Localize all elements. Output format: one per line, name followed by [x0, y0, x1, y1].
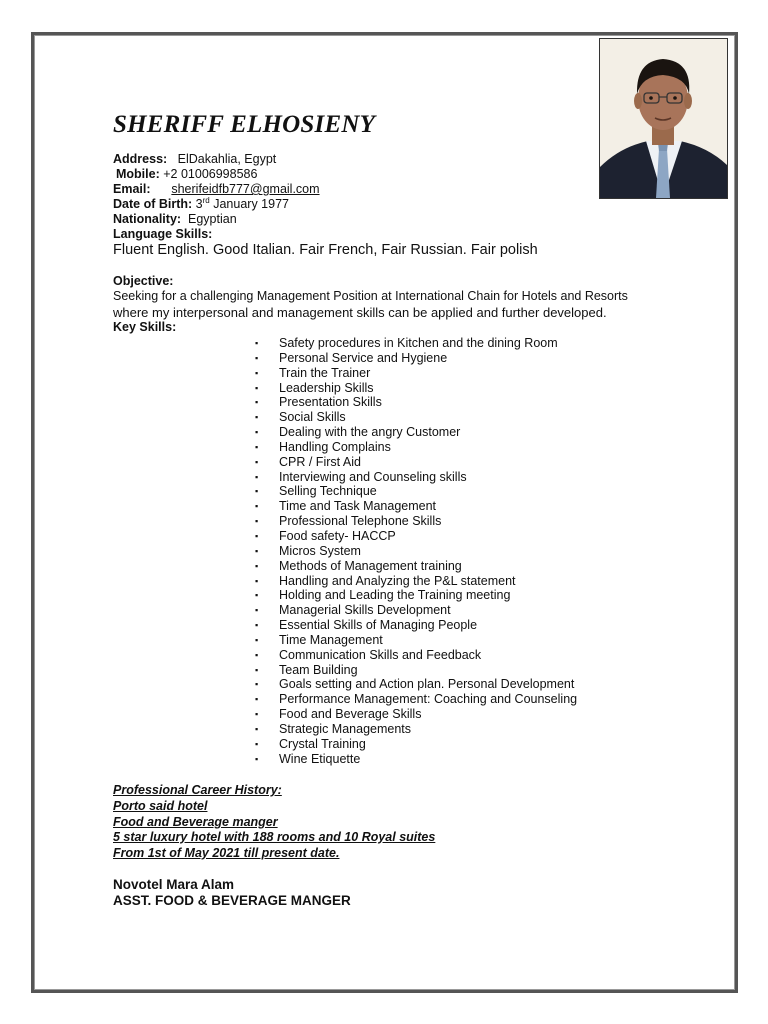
mobile-label: Mobile:	[116, 167, 160, 181]
skill-text: Interviewing and Counseling skills	[279, 469, 467, 484]
skill-text: Food safety- HACCP	[279, 528, 396, 543]
bullet-icon: ▪	[255, 382, 259, 393]
language-label: Language Skills:	[113, 227, 213, 241]
skill-item	[255, 455, 577, 470]
skill-text: Selling Technique	[279, 484, 377, 499]
bullet-icon: ▪	[255, 352, 259, 363]
email-row	[113, 182, 320, 196]
career-heading: Professional Career History:	[113, 783, 282, 797]
skill-text: Presentation Skills	[279, 395, 382, 410]
bullet-icon: ▪	[255, 634, 259, 645]
skill-item	[255, 603, 577, 618]
bullet-icon: ▪	[255, 367, 259, 378]
skill-item	[255, 425, 577, 440]
skill-text: Time and Task Management	[279, 499, 437, 514]
bullet-icon: ▪	[255, 679, 259, 690]
skill-item	[255, 484, 577, 499]
skill-item	[255, 440, 577, 455]
career-hotel: Porto said hotel	[113, 799, 208, 813]
skill-text: Holding and Leading the Training meeting	[279, 588, 511, 603]
skill-text: Time Management	[279, 632, 383, 647]
skill-item	[255, 692, 577, 707]
profile-photo	[599, 38, 728, 199]
skill-text: Team Building	[279, 662, 358, 677]
skill-item	[255, 618, 577, 633]
bullet-icon: ▪	[255, 516, 259, 527]
skill-item	[255, 663, 577, 678]
email-label: Email:	[113, 182, 151, 196]
skill-item	[255, 544, 577, 559]
skill-text: Handling Complains	[279, 439, 391, 454]
skill-item	[255, 395, 577, 410]
career-description: 5 star luxury hotel with 188 rooms and 10 Royal suites	[113, 830, 436, 844]
nationality-label: Nationality:	[113, 212, 182, 226]
skill-item	[255, 366, 577, 381]
bullet-icon: ▪	[255, 590, 259, 601]
dob-row	[113, 197, 289, 211]
skill-text: Performance Management: Coaching and Counseling	[279, 692, 578, 707]
bullet-icon: ▪	[255, 530, 259, 541]
applicant-name: SHERIFF ELHOSIENY	[113, 111, 376, 138]
language-skills: Fluent English. Good Italian. Fair French, Fair Russian. Fair polish	[113, 242, 538, 258]
nationality-value: Egyptian	[188, 212, 237, 226]
address-row	[113, 152, 276, 166]
skill-text: Professional Telephone Skills	[279, 514, 442, 529]
skill-text: Safety procedures in Kitchen and the dining Room	[279, 336, 558, 350]
bullet-icon: ▪	[255, 649, 259, 660]
objective-line-2: where my interpersonal and management skills can be applied and further developed.	[113, 305, 607, 320]
skill-text: Train the Trainer	[279, 365, 371, 380]
bullet-icon: ▪	[255, 441, 259, 452]
bullet-icon: ▪	[255, 397, 259, 408]
skill-text: Food and Beverage Skills	[279, 707, 422, 722]
bullet-icon: ▪	[255, 664, 259, 675]
career-period: From 1st of May 2021 till present date.	[113, 846, 340, 860]
skill-text: Crystal Training	[279, 736, 366, 751]
bullet-icon: ▪	[255, 456, 259, 467]
skills-list	[255, 336, 577, 766]
skill-text: Managerial Skills Development	[279, 603, 451, 618]
skill-text: Leadership Skills	[279, 380, 374, 395]
skill-text: Personal Service and Hygiene	[279, 350, 448, 365]
bullet-icon: ▪	[255, 560, 259, 571]
address-label: Address:	[113, 152, 168, 166]
bullet-icon: ▪	[255, 545, 259, 556]
skill-item	[255, 737, 577, 752]
skill-text: Wine Etiquette	[279, 751, 361, 766]
dob-value: January 1977	[213, 197, 289, 211]
bullet-icon: ▪	[255, 575, 259, 586]
next-hotel: Novotel Mara Alam	[113, 877, 235, 892]
mobile-value: +2 01006998586	[163, 167, 258, 181]
email-link[interactable]: sherifeidfb777@gmail.com	[171, 182, 320, 196]
skill-text: Micros System	[279, 543, 361, 558]
mobile-row	[116, 167, 257, 181]
skill-item	[255, 722, 577, 737]
bullet-icon: ▪	[255, 753, 259, 764]
skill-item	[255, 529, 577, 544]
objective-label: Objective:	[113, 274, 174, 288]
skill-item	[255, 351, 577, 366]
bullet-icon: ▪	[255, 694, 259, 705]
skill-text: Strategic Managements	[279, 721, 412, 736]
bullet-icon: ▪	[255, 723, 259, 734]
skill-text: Handling and Analyzing the P&L statement	[279, 573, 516, 588]
skill-item	[255, 410, 577, 425]
objective-line-1: Seeking for a challenging Management Position at International Chain for Hotels and Resorts	[113, 289, 628, 303]
skill-item	[255, 677, 577, 692]
skill-text: Goals setting and Action plan. Personal Development	[279, 677, 575, 692]
address-value: ElDakahlia, Egypt	[177, 152, 277, 166]
bullet-icon: ▪	[255, 605, 259, 616]
skill-item	[255, 588, 577, 603]
skill-item	[255, 633, 577, 648]
skill-text: Social Skills	[279, 410, 346, 425]
skill-item	[255, 752, 577, 767]
skill-item	[255, 514, 577, 529]
skill-item	[255, 336, 577, 351]
bullet-icon: ▪	[255, 738, 259, 749]
skill-text: Methods of Management training	[279, 558, 462, 573]
skill-text: CPR / First Aid	[279, 454, 361, 469]
bullet-icon: ▪	[255, 709, 259, 720]
skill-text: Dealing with the angry Customer	[279, 425, 461, 440]
skill-text: Essential Skills of Managing People	[279, 618, 478, 633]
skill-item	[255, 707, 577, 722]
key-skills-label: Key Skills:	[113, 320, 177, 334]
bullet-icon: ▪	[255, 471, 259, 482]
bullet-icon: ▪	[255, 486, 259, 497]
nationality-row	[113, 212, 237, 226]
skill-item	[255, 381, 577, 396]
bullet-icon: ▪	[255, 338, 259, 348]
dob-suffix: rd	[202, 195, 210, 205]
dob-label: Date of Birth:	[113, 197, 193, 211]
career-role: Food and Beverage manger	[113, 815, 278, 829]
bullet-icon: ▪	[255, 620, 259, 631]
bullet-icon: ▪	[255, 412, 259, 423]
next-role: ASST. FOOD & BEVERAGE MANGER	[113, 893, 351, 908]
bullet-icon: ▪	[255, 427, 259, 438]
dob-day: 3	[195, 197, 203, 211]
skill-text: Communication Skills and Feedback	[279, 647, 482, 662]
skill-item	[255, 648, 577, 663]
skill-item	[255, 470, 577, 485]
bullet-icon: ▪	[255, 501, 259, 512]
skill-item	[255, 574, 577, 589]
skill-item	[255, 559, 577, 574]
skill-item	[255, 499, 577, 514]
